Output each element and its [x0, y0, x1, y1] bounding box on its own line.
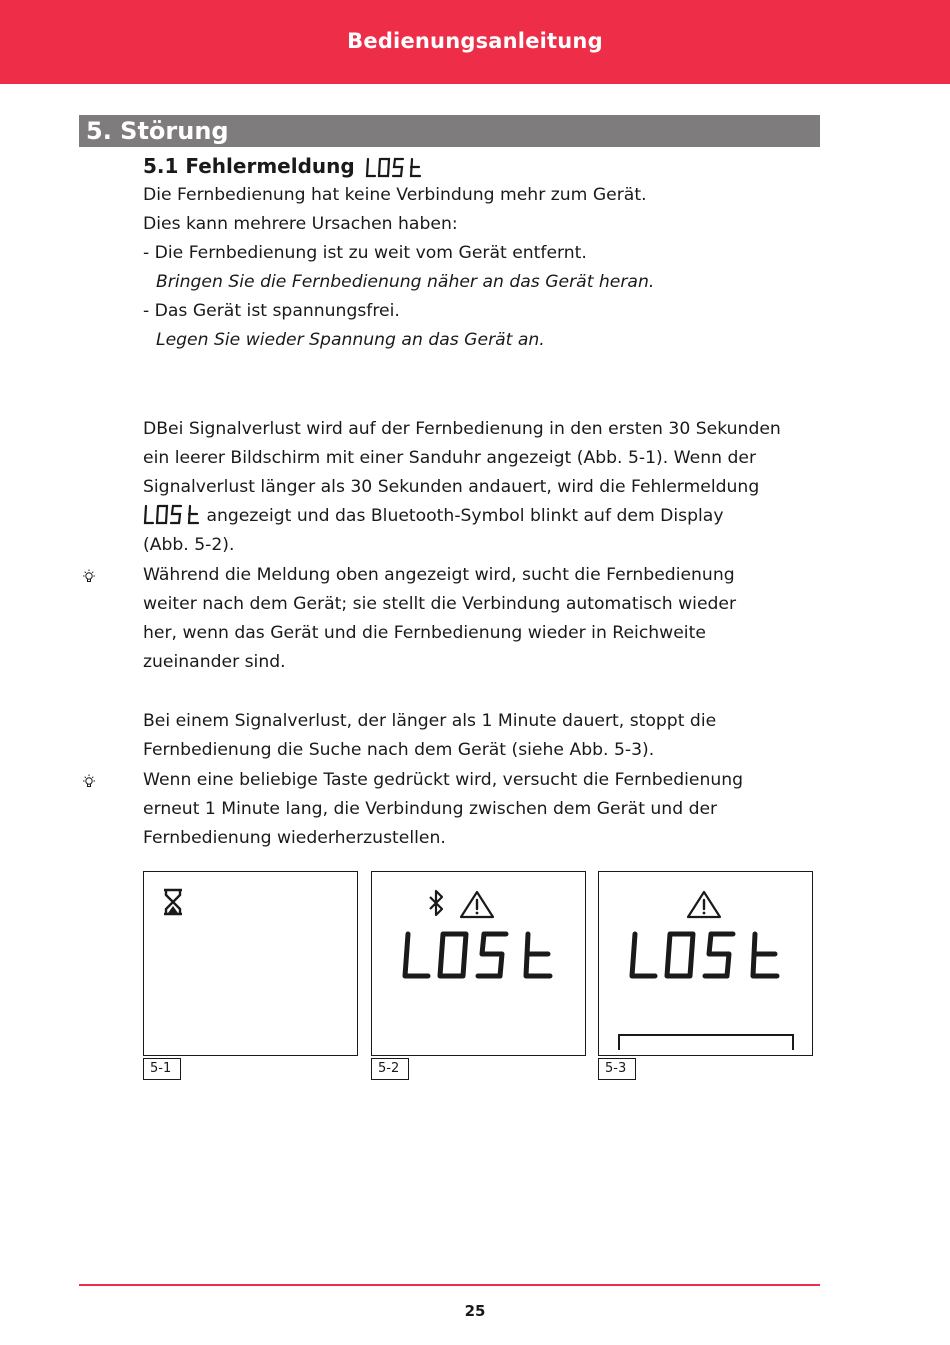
section-title: 5. Störung [79, 115, 820, 147]
tip-line: erneut 1 Minute lang, die Verbindung zwischen dem Gerät und der [143, 799, 718, 819]
hourglass-icon [162, 888, 184, 916]
lightbulb-tip-icon [81, 773, 97, 791]
figure-display-5-3 [598, 871, 813, 1056]
subsection-heading [143, 152, 423, 180]
lcd-lost-display [627, 930, 783, 982]
paragraph-line-with-code [143, 502, 724, 531]
paragraph-line: ein leerer Bildschirm mit einer Sanduhr angezeigt (Abb. 5-1). Wenn der [143, 448, 757, 468]
tip-line: weiter nach dem Gerät; sie stellt die Verbindung automatisch wieder [143, 594, 737, 614]
page-header [0, 0, 950, 84]
intro-line: Dies kann mehrere Ursachen haben: [143, 214, 458, 234]
lcd-lost-display [400, 930, 556, 982]
warning-icon [459, 889, 495, 919]
figure-label: 5-2 [371, 1058, 409, 1080]
intro-remedy: Bringen Sie die Fernbedienung näher an das Gerät heran. [156, 272, 655, 292]
subsection-code-text [365, 152, 366, 153]
paragraph-line: Fernbedienung die Suche nach dem Gerät (siehe Abb. 5-3). [143, 740, 655, 760]
paragraph-line: Bei einem Signalverlust, der länger als 1 Minute dauert, stoppt die [143, 711, 717, 731]
figure-display-5-2 [371, 871, 586, 1056]
intro-line: - Das Gerät ist spannungsfrei. [143, 301, 400, 321]
intro-line: Die Fernbedienung hat keine Verbindung mehr zum Gerät. [143, 185, 647, 205]
tip-line: Während die Meldung oben angezeigt wird, sucht die Fernbedienung [143, 565, 735, 585]
lcd-lost-small-icon [365, 157, 423, 179]
tip-line: zueinander sind. [143, 652, 286, 672]
intro-line: - Die Fernbedienung ist zu weit vom Gerät entfernt. [143, 243, 587, 263]
figure-label: 5-1 [143, 1058, 181, 1080]
warning-icon [686, 889, 722, 919]
paragraph-line-text: angezeigt und das Bluetooth-Symbol blinkt auf dem Display [206, 506, 724, 526]
tip-line: Fernbedienung wiederherzustellen. [143, 828, 446, 848]
lightbulb-tip-icon [81, 568, 97, 586]
paragraph-line: (Abb. 5-2). [143, 535, 235, 555]
page-number: 25 [464, 1302, 486, 1320]
header-title: Bedienungsanleitung [347, 29, 603, 53]
lcd-lost-inline-icon [143, 504, 201, 526]
subsection-code [365, 152, 423, 180]
intro-remedy: Legen Sie wieder Spannung an das Gerät an. [156, 330, 545, 350]
figure-display-5-1 [143, 871, 358, 1056]
bluetooth-icon [428, 889, 444, 917]
tip-line: her, wenn das Gerät und die Fernbedienung wieder in Reichweite [143, 623, 706, 643]
paragraph-line: Signalverlust länger als 30 Sekunden andauert, wird die Fehlermeldung [143, 477, 760, 497]
subsection-title: 5.1 Fehlermeldung [143, 154, 355, 178]
footer-rule [79, 1284, 820, 1286]
figure-label: 5-3 [598, 1058, 636, 1080]
tip-line: Wenn eine beliebige Taste gedrückt wird, versucht die Fernbedienung [143, 770, 744, 790]
paragraph-line: DBei Signalverlust wird auf der Fernbedienung in den ersten 30 Sekunden [143, 419, 781, 439]
segment-bracket [617, 1032, 795, 1052]
